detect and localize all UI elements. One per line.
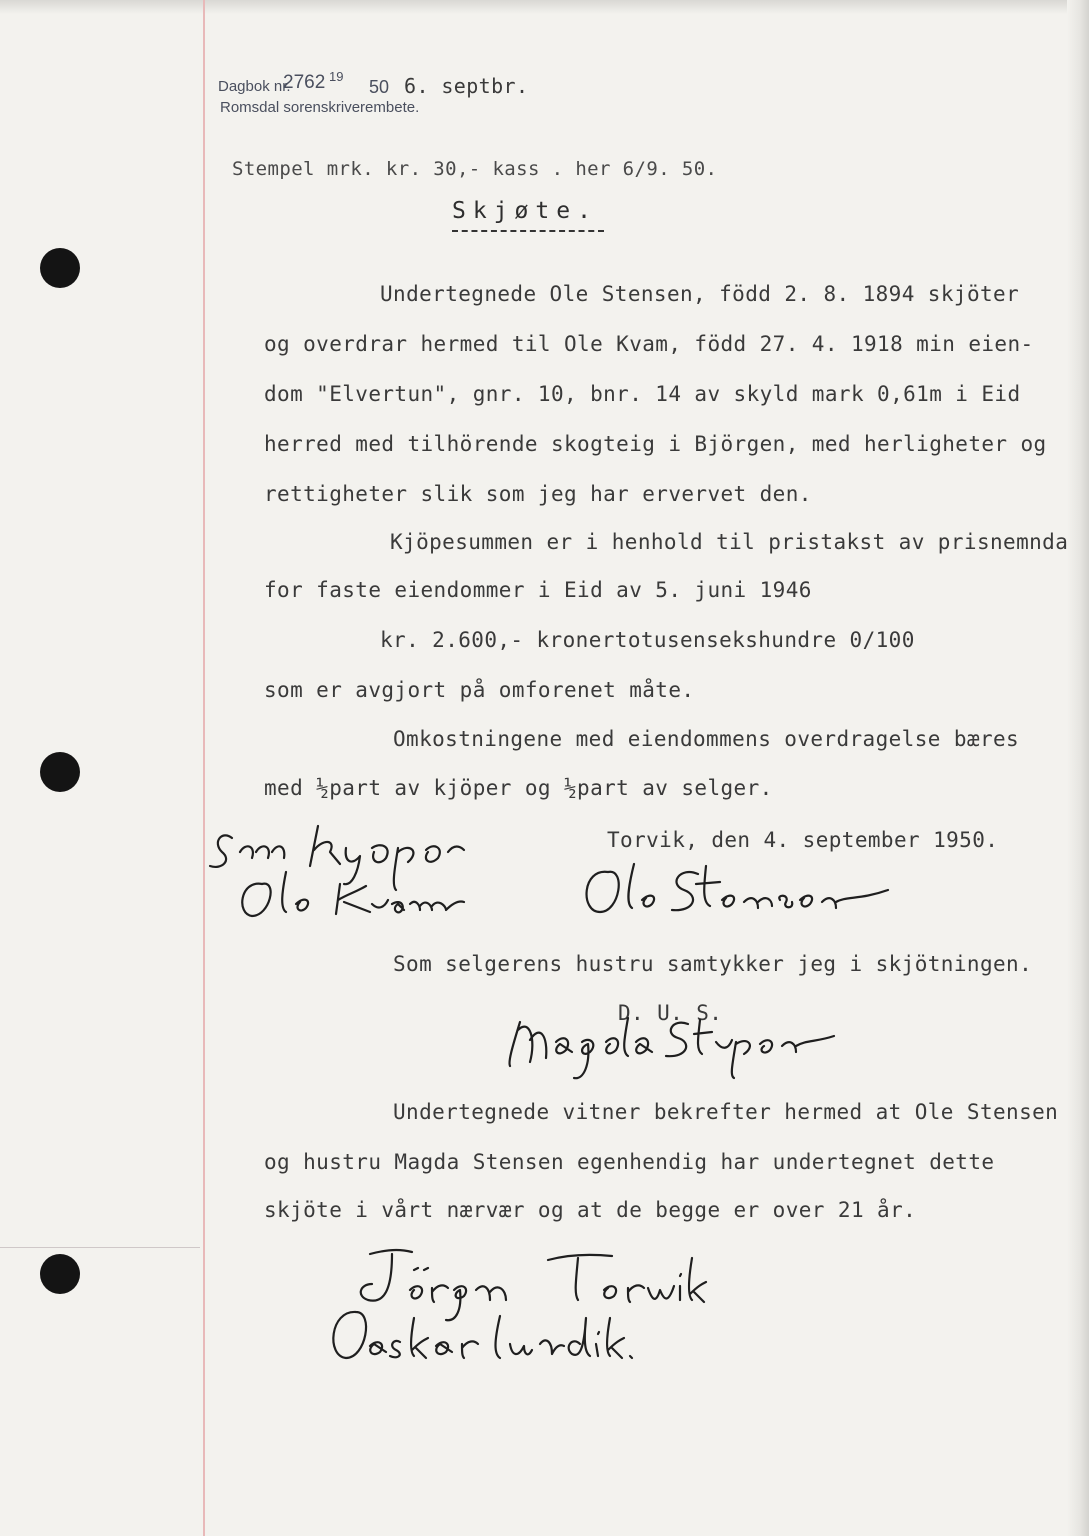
purchase-amount: kr. 2.600,- kronertotusensekshundre 0/100 xyxy=(380,628,915,652)
body-line: rettigheter slik som jeg har ervervet den. xyxy=(264,482,812,506)
spouse-consent: Som selgerens hustru samtykker jeg i skjötningen. xyxy=(393,952,1033,976)
body-line: for faste eiendommer i Eid av 5. juni 1946 xyxy=(264,578,812,602)
stamp-office: Romsdal sorenskriverembete. xyxy=(220,99,420,116)
seller-signature xyxy=(587,864,888,912)
body-line: og overdrar hermed til Ole Kvam, född 27. 4. 1918 min eien- xyxy=(264,332,1034,356)
stamp-year: 50 xyxy=(369,77,390,97)
body-line: med ½part av kjöper og ½part av selger. xyxy=(264,776,773,800)
witness2-signature xyxy=(333,1312,632,1358)
witness1-signature xyxy=(361,1250,706,1320)
body-line: Undertegnede Ole Stensen, född 2. 8. 1894 skjöter xyxy=(380,282,1020,306)
stamp-date: 6. septbr. xyxy=(404,74,529,98)
witness-line: Undertegnede vitner bekrefter hermed at Ole Stensen xyxy=(393,1100,1059,1124)
stamp-fee-line: Stempel mrk. kr. 30,- kass . her 6/9. 50. xyxy=(232,158,718,180)
document-title: Skjøte. xyxy=(452,198,598,224)
body-line: herred med tilhörende skogteig i Björgen, med herligheter og xyxy=(264,432,1047,456)
buyer-note-signature xyxy=(210,826,464,890)
place-date: Torvik, den 4. september 1950. xyxy=(607,828,999,852)
body-line: som er avgjort på omforenet måte. xyxy=(264,678,695,702)
dus-line: D. U. S. xyxy=(618,1001,723,1025)
stamp-label: Dagbok nr. xyxy=(218,78,291,95)
body-line: Kjöpesummen er i henhold til pristakst av prisnemnda xyxy=(390,530,1069,554)
witness-line: og hustru Magda Stensen egenhendig har undertegnet dette xyxy=(264,1150,995,1174)
witness-line: skjöte i vårt nærvær og at de begge er over 21 år. xyxy=(264,1198,917,1222)
body-line: dom "Elvertun", gnr. 10, bnr. 14 av skyld mark 0,61m i Eid xyxy=(264,382,1021,406)
stamp-superscript: 19 xyxy=(329,69,344,84)
stamp-number: 2762 xyxy=(283,72,326,93)
body-line: Omkostningene med eiendommens overdragelse bæres xyxy=(393,727,1020,751)
spouse-signature xyxy=(509,1018,834,1078)
